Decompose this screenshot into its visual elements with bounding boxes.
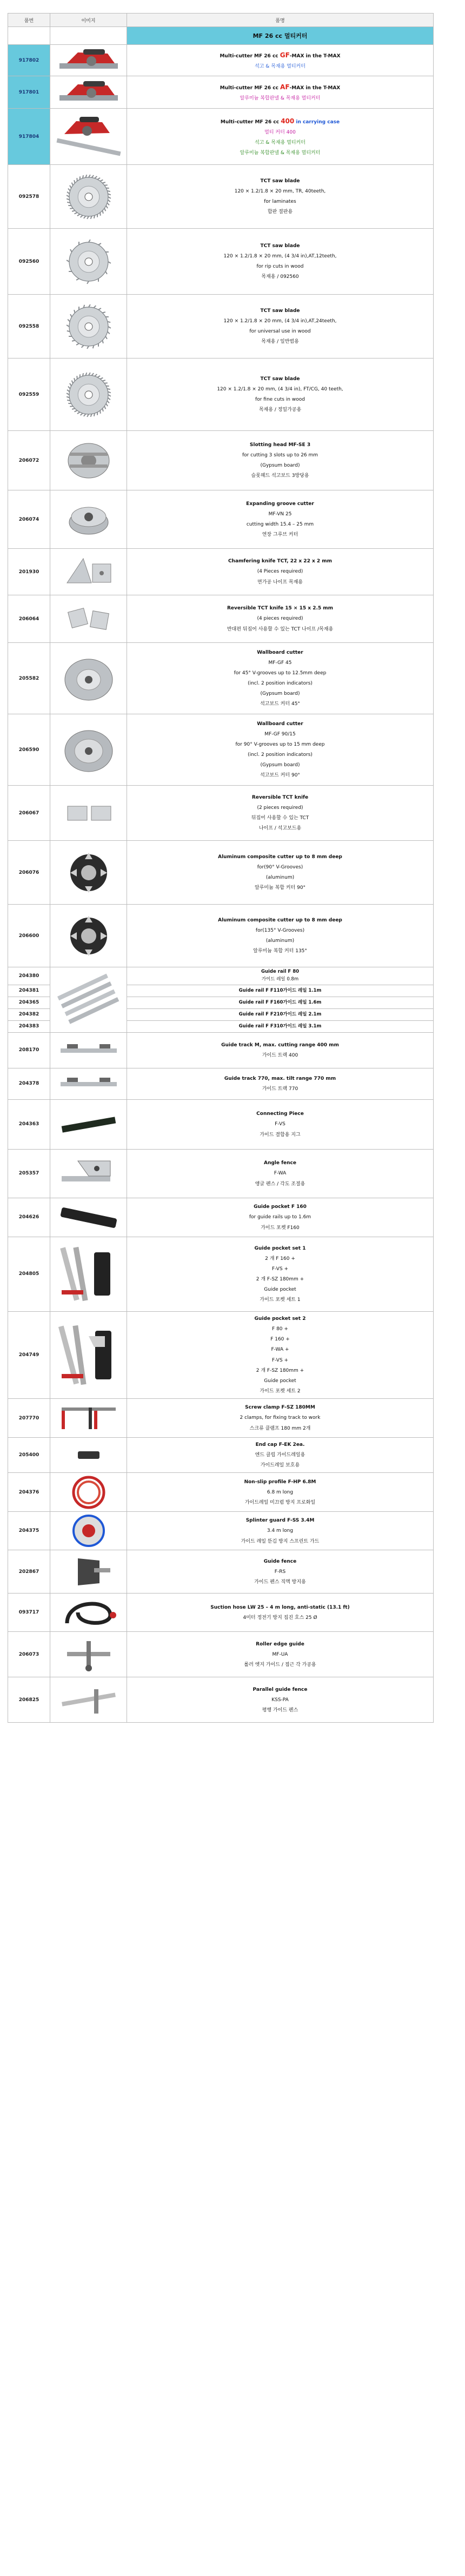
product-description [127, 905, 434, 967]
description-line: Guide rail F F160가이드 레일 1.6m [238, 999, 322, 1005]
product-row [8, 549, 434, 595]
part-number: 917801 [8, 76, 50, 109]
header-part-no: 품번 [8, 14, 50, 27]
product-image [50, 1237, 127, 1311]
product-description [127, 76, 434, 109]
product-row [8, 431, 434, 490]
description-line: (Gypsum board) [260, 463, 300, 468]
product-description [127, 295, 434, 358]
part-number: 206825 [8, 1677, 50, 1723]
description-line: 연장 그루브 커터 [262, 532, 298, 538]
description-line: 멀티 커터 400 [264, 129, 296, 135]
description-line: Guide pocket F 160 [254, 1204, 307, 1210]
description-line: 120 × 1.2/1.8 × 20 mm, (4 3/4 in), FT/CG, 40 teeth, [217, 386, 343, 392]
product-row [8, 1632, 434, 1677]
description-line: 알루미늄 복합판넬 & 목재용 멀티커터 [240, 150, 321, 156]
product-description [127, 1438, 434, 1473]
product-description [127, 643, 434, 714]
description-line: 가이드 펜스 직액 방지용 [254, 1579, 306, 1585]
description-line: Slotting head MF-SE 3 [249, 442, 311, 448]
product-row [8, 1550, 434, 1594]
description-line: (Gypsum board) [260, 762, 300, 768]
header-image: 이미지 [50, 14, 127, 27]
product-row [8, 358, 434, 431]
product-row [8, 229, 434, 295]
part-number: 206072 [8, 431, 50, 490]
product-image [50, 905, 127, 967]
product-row [8, 1512, 434, 1550]
product-row [8, 1198, 434, 1237]
product-image [50, 1512, 127, 1550]
description-line: for laminates [264, 199, 296, 204]
description-line: 6.8 m long [267, 1489, 294, 1495]
product-description [127, 1399, 434, 1438]
description-line: 목재용 / 정밀가공용 [258, 407, 302, 413]
description-line: Guide rail F F210가이드 레일 2.1m [238, 1011, 322, 1017]
description-line: (2 pieces required) [257, 805, 303, 811]
description-line: Screw clamp F-SZ 180MM [245, 1405, 315, 1411]
description-line: 목재용 / 일반범용 [261, 339, 299, 345]
product-image [50, 643, 127, 714]
description-line: for 90° V-grooves up to 15 mm deep [235, 741, 325, 747]
description-line: 석고보드 커터 45° [260, 701, 300, 707]
description-line: 알루미늄 복합판넬 & 목재용 멀티커터 [240, 96, 321, 102]
product-image [50, 1632, 127, 1677]
description-line: Guide pocket set 2 [254, 1316, 306, 1322]
product-row [8, 165, 434, 229]
product-description [127, 45, 434, 76]
description-line: TCT saw blade [260, 376, 300, 382]
description-line: Connecting Piece [256, 1111, 304, 1117]
description-line: F-RS [274, 1569, 286, 1575]
product-row [8, 905, 434, 967]
description-line: for(90° V-Grooves) [257, 864, 303, 870]
part-number: 092578 [8, 165, 50, 229]
description-line: Non-slip profile F-HP 6.8M [244, 1479, 316, 1485]
product-image [50, 841, 127, 905]
product-image [50, 490, 127, 549]
product-description [127, 549, 434, 595]
description-line: (4 Pieces required) [257, 569, 303, 575]
description-line: F 160 + [270, 1337, 290, 1343]
description-line: End cap F-EK 2ea. [255, 1442, 305, 1448]
description-line: Guide rail F 80 [261, 969, 300, 974]
part-number: 208170 [8, 1032, 50, 1068]
part-number: 206074 [8, 490, 50, 549]
product-image [50, 1550, 127, 1594]
product-row [8, 45, 434, 76]
product-image [50, 109, 127, 165]
product-row [8, 1677, 434, 1723]
description-line: Wallboard cutter [257, 721, 303, 727]
product-row [8, 1032, 434, 1068]
product-sheet [8, 13, 433, 1723]
part-number: 206590 [8, 714, 50, 786]
description-line: (aluminum) [265, 938, 295, 944]
product-row [8, 841, 434, 905]
description-line: 뒤집어 사용할 수 있는 TCT [251, 815, 309, 821]
product-image [50, 1473, 127, 1512]
product-image [50, 1099, 127, 1149]
description-line: Guide track M, max. cutting range 400 mm [221, 1042, 339, 1048]
product-row [8, 643, 434, 714]
description-line: 가이드 결합용 지그 [260, 1132, 301, 1138]
part-number: 204749 [8, 1311, 50, 1398]
product-row [8, 295, 434, 358]
description-line: 2 개 F-SZ 180mm + [256, 1276, 304, 1282]
product-description [127, 1512, 434, 1550]
description-line: Multi-cutter MF 26 cc AF-MAX in the T-MAX [220, 83, 341, 91]
description-line: 가이드 포켓 세트 2 [260, 1388, 301, 1394]
product-image [50, 358, 127, 431]
product-description [127, 1032, 434, 1068]
product-image [50, 595, 127, 643]
header-name: 품명 [127, 14, 434, 27]
product-row [8, 1594, 434, 1632]
part-number: 204375 [8, 1512, 50, 1550]
product-description [127, 1099, 434, 1149]
description-line: F-VS + [271, 1266, 289, 1272]
product-description [127, 109, 434, 165]
part-number: 204805 [8, 1237, 50, 1311]
description-line: 가이드레일 보호용 [260, 1463, 300, 1469]
product-description [127, 1068, 434, 1099]
description-line: 가이드 포켓 F160 [261, 1225, 300, 1231]
product-image [50, 714, 127, 786]
description-line: for 45° V-grooves up to 12.5mm deep [234, 670, 327, 676]
description-line: 나이프 / 석고보드용 [258, 826, 302, 832]
description-line: Splinter guard F-SS 3.4M [245, 1518, 315, 1524]
product-row [8, 76, 434, 109]
description-line: (aluminum) [265, 875, 295, 880]
product-description [127, 714, 434, 786]
product-description [127, 997, 434, 1008]
description-line: Expanding groove cutter [246, 501, 314, 507]
part-number: 204376 [8, 1473, 50, 1512]
description-line: Reversible TCT knife 15 × 15 x 2.5 mm [227, 606, 334, 612]
part-number: 092560 [8, 229, 50, 295]
description-line: 알루미늄 복합 커터 90° [254, 885, 306, 891]
description-line: F 80 + [272, 1326, 288, 1332]
part-number: 206600 [8, 905, 50, 967]
description-line: for guide rails up to 1.6m [249, 1214, 311, 1220]
section-title: MF 26 cc 멀티커터 [127, 27, 434, 45]
description-line: 앵글 펜스 / 각도 조절용 [255, 1181, 305, 1187]
description-line: Guide track 770, max. tilt range 770 mm [224, 1075, 336, 1081]
part-number: 204365 [8, 997, 50, 1008]
description-line: Aluminum composite cutter up to 8 mm deep [218, 917, 342, 923]
product-description [127, 1632, 434, 1677]
description-line: 가이드 트랙 400 [262, 1052, 298, 1058]
part-number: 093717 [8, 1594, 50, 1632]
description-line: 슬롯헤드 석고보드 3방당용 [251, 473, 309, 479]
product-row [8, 595, 434, 643]
product-description [127, 1020, 434, 1032]
part-number: 092558 [8, 295, 50, 358]
description-line: F-WA + [271, 1347, 289, 1353]
description-line: (incl. 2 position indicators) [248, 752, 313, 758]
description-line: 가이드 트랙 770 [262, 1086, 298, 1092]
description-line: (4 pieces required) [257, 616, 303, 622]
description-line: 석고보드 커터 90° [260, 773, 300, 779]
description-line: 합판 절판용 [267, 209, 293, 215]
description-line: Roller edge guide [256, 1641, 304, 1647]
product-image [50, 1399, 127, 1438]
description-line: Suction hose LW 25 – 4 m long, anti-static (13.1 ft) [210, 1604, 350, 1610]
description-line: 2 clamps, for fixing track to work [240, 1415, 321, 1421]
product-image [50, 165, 127, 229]
description-line: Multi-cutter MF 26 cc GF-MAX in the T-MAX [220, 51, 341, 59]
description-line: Angle fence [263, 1160, 296, 1166]
description-line: MF-GF 45 [268, 660, 292, 666]
description-line: for rip cuts in wood [256, 264, 304, 269]
description-line: Guide pocket [264, 1287, 296, 1293]
part-number: 917804 [8, 109, 50, 165]
product-row [8, 1237, 434, 1311]
section-title-row [8, 27, 434, 45]
product-image [50, 549, 127, 595]
product-image [50, 1438, 127, 1473]
description-line: 석고 & 목재용 멀티커터 [255, 140, 305, 146]
part-number: 206076 [8, 841, 50, 905]
part-number: 204382 [8, 1008, 50, 1020]
product-description [127, 1008, 434, 1020]
product-description [127, 431, 434, 490]
description-line: MF-UA [272, 1651, 288, 1657]
product-row [8, 1399, 434, 1438]
description-line: 120 × 1.2/1.8 × 20 mm, (4 3/4 in),AT,24teeth, [223, 318, 337, 324]
part-number: 202867 [8, 1550, 50, 1594]
description-line: TCT saw blade [260, 243, 300, 249]
product-row [8, 1099, 434, 1149]
description-line: 알루미늄 복합 커터 135° [253, 948, 307, 954]
description-line: Parallel guide fence [253, 1687, 308, 1692]
description-line: 4미터 정전기 방지 집진 호스 25 Ø [243, 1615, 317, 1621]
description-line: Guide rail F F310가이드 레일 3.1m [238, 1023, 322, 1029]
product-image [50, 1032, 127, 1068]
product-description [127, 985, 434, 997]
product-description [127, 1550, 434, 1594]
product-row [8, 967, 434, 985]
description-line: TCT saw blade [260, 178, 300, 184]
product-description [127, 358, 434, 431]
product-description [127, 1149, 434, 1198]
product-row [8, 490, 434, 549]
description-line: for fine cuts in wood [255, 397, 305, 402]
description-line: Guide rail F F110가이드 레일 1.1m [238, 987, 322, 993]
product-image [50, 1677, 127, 1723]
description-line: TCT saw blade [260, 308, 300, 314]
description-line: Guide pocket [264, 1378, 296, 1384]
description-line: for cutting 3 slots up to 26 mm [242, 452, 318, 458]
product-description [127, 490, 434, 549]
part-number: 201930 [8, 549, 50, 595]
description-line: 2 개 F-SZ 180mm + [256, 1367, 304, 1373]
description-line: Guide pocket set 1 [254, 1245, 306, 1251]
part-number: 204380 [8, 967, 50, 985]
description-line: 반대편 뒤집어 사용할 수 있는 TCT 나이프 /목재용 [227, 626, 334, 632]
header-row [8, 14, 434, 27]
product-image [50, 786, 127, 841]
product-description [127, 1311, 434, 1398]
part-number: 206064 [8, 595, 50, 643]
description-line: F-VS [275, 1121, 285, 1127]
description-line: 2 개 F 160 + [265, 1256, 295, 1262]
description-line: 석고 & 목재용 멀티커터 [255, 64, 305, 70]
description-line: MF-GF 90/15 [264, 731, 296, 737]
description-line: Reversible TCT knife [251, 794, 309, 800]
product-row [8, 1149, 434, 1198]
product-row [8, 1473, 434, 1512]
description-line: F-VS + [271, 1357, 289, 1363]
part-number: 206067 [8, 786, 50, 841]
description-line: Chamfering knife TCT, 22 x 22 x 2 mm [228, 559, 333, 565]
description-line: for(135° V-Grooves) [255, 927, 305, 933]
part-number: 205357 [8, 1149, 50, 1198]
description-line: 엔드 클립 가이드레일용 [255, 1452, 305, 1458]
product-row [8, 786, 434, 841]
part-number: 206073 [8, 1632, 50, 1677]
product-table [8, 13, 434, 1723]
description-line: Aluminum composite cutter up to 8 mm deep [218, 854, 342, 860]
description-line: 롤러 엣지 가이드 / 접근 각 가공용 [244, 1662, 316, 1668]
product-description [127, 841, 434, 905]
part-number: 207770 [8, 1399, 50, 1438]
product-image [50, 1594, 127, 1632]
part-number: 204378 [8, 1068, 50, 1099]
part-number: 917802 [8, 45, 50, 76]
product-description [127, 595, 434, 643]
product-description [127, 1237, 434, 1311]
description-line: Guide fence [263, 1558, 297, 1564]
description-line: MF-VN 25 [268, 511, 292, 517]
product-description [127, 786, 434, 841]
product-image [50, 1149, 127, 1198]
part-number: 205400 [8, 1438, 50, 1473]
description-line: 평행 가이드 펜스 [262, 1708, 298, 1714]
description-line: 스크류 클램프 180 mm 2개 [249, 1425, 311, 1431]
product-image [50, 1068, 127, 1099]
description-line: Wallboard cutter [257, 649, 303, 655]
part-number: 204626 [8, 1198, 50, 1237]
description-line: for universal use in wood [249, 329, 311, 334]
description-line: 목재용 / 092560 [261, 274, 299, 280]
description-line: F-WA [274, 1171, 287, 1177]
product-image [50, 229, 127, 295]
product-image [50, 76, 127, 109]
product-description [127, 1198, 434, 1237]
part-number: 205582 [8, 643, 50, 714]
product-image [50, 967, 127, 1033]
product-description [127, 1473, 434, 1512]
product-image [50, 431, 127, 490]
description-line: 3.4 m long [267, 1528, 294, 1534]
description-line: (Gypsum board) [260, 691, 300, 697]
description-line: 가이드 레일 0.8m [261, 977, 299, 982]
product-description [127, 165, 434, 229]
product-row [8, 714, 434, 786]
part-number: 204383 [8, 1020, 50, 1032]
part-number: 092559 [8, 358, 50, 431]
description-line: 가이드 포켓 세트 1 [260, 1297, 301, 1303]
product-description [127, 967, 434, 985]
description-line: 가이드 레일 뜯김 방지 스프린트 가드 [241, 1538, 320, 1544]
product-row [8, 109, 434, 165]
product-description [127, 229, 434, 295]
description-line: (incl. 2 position indicators) [248, 681, 313, 686]
part-number: 204363 [8, 1099, 50, 1149]
description-line: Multi-cutter MF 26 cc 400 in carrying case [220, 117, 340, 125]
product-image [50, 295, 127, 358]
product-row [8, 1438, 434, 1473]
description-line: 120 × 1.2/1.8 × 20 mm, TR, 40teeth, [234, 188, 326, 194]
description-line: 면가공 나이프 목재용 [257, 579, 303, 585]
part-number: 204381 [8, 985, 50, 997]
product-row [8, 1311, 434, 1398]
description-line: 가이드레일 미끄럼 방지 프로화일 [244, 1500, 316, 1506]
product-description [127, 1677, 434, 1723]
product-row [8, 1068, 434, 1099]
description-line: 120 × 1.2/1.8 × 20 mm, (4 3/4 in),AT,12teeth, [223, 253, 337, 259]
product-image [50, 1198, 127, 1237]
product-image [50, 1311, 127, 1398]
product-description [127, 1594, 434, 1632]
product-image [50, 45, 127, 76]
description-line: cutting width 15.4 – 25 mm [246, 522, 314, 527]
description-line: KSS-PA [271, 1697, 289, 1703]
